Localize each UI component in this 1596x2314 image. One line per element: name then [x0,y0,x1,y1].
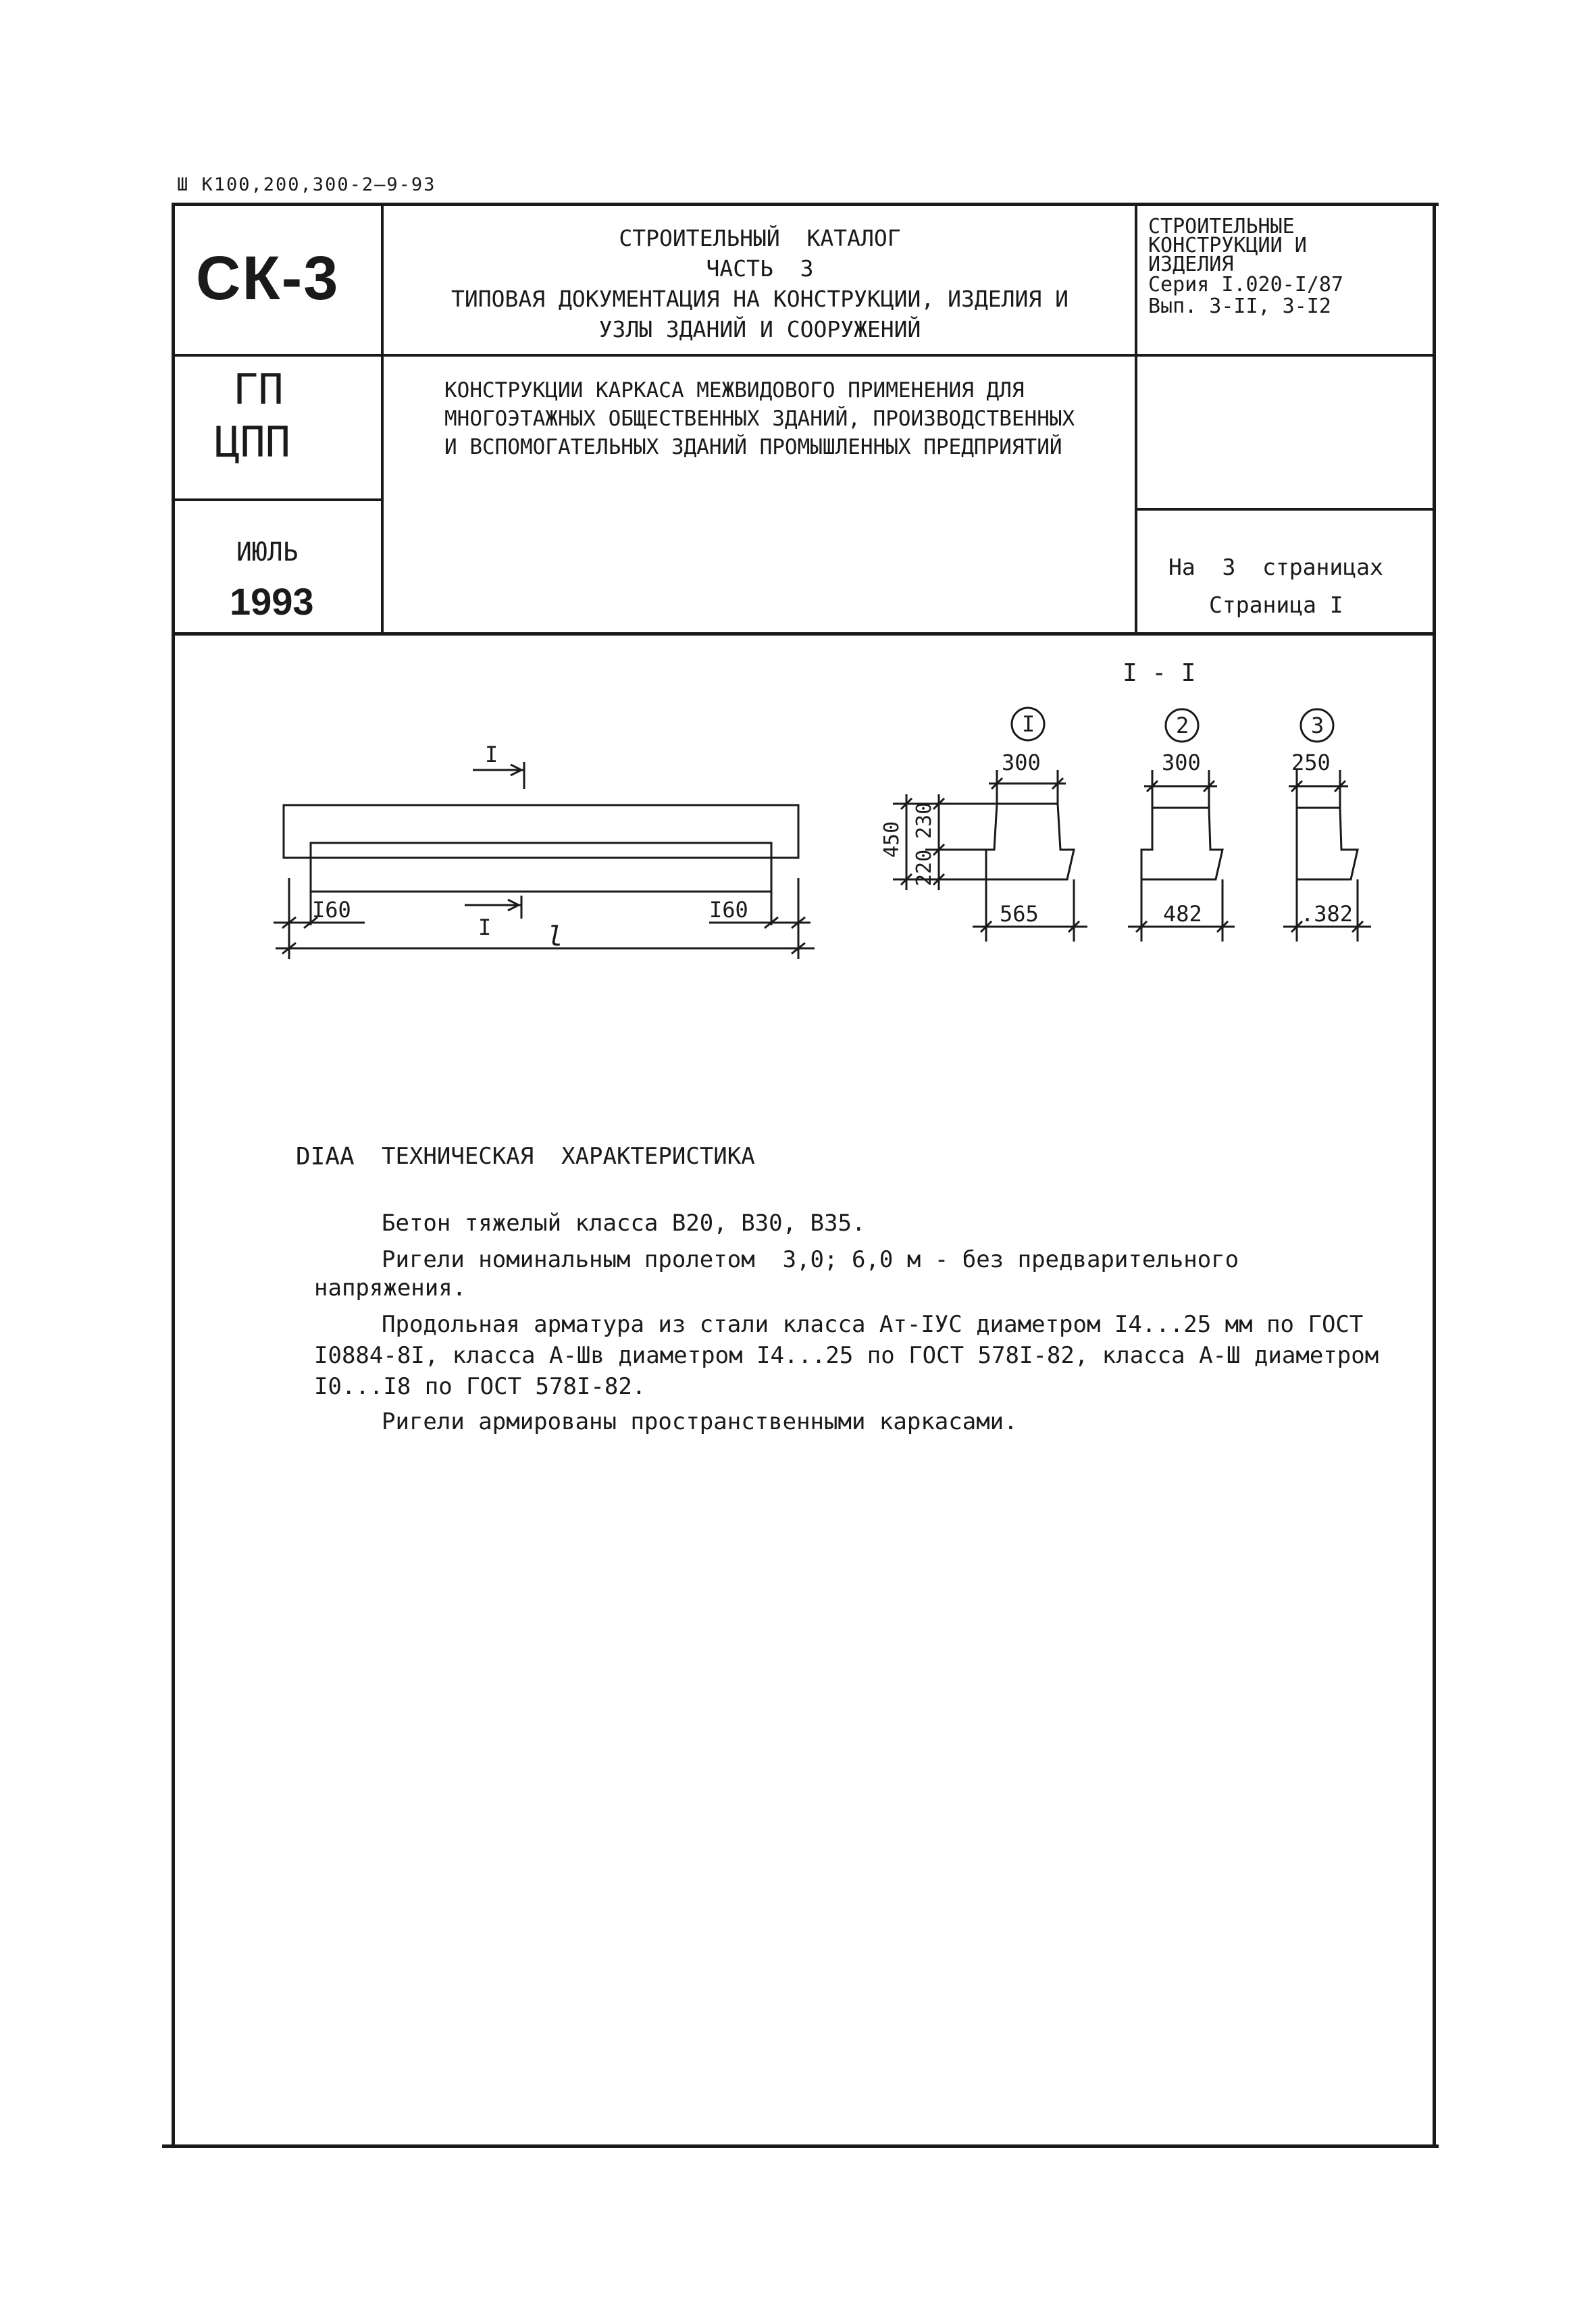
month: ИЮЛЬ [236,537,299,567]
height-total: 450 [880,821,904,858]
org-line-2: ЦПП [215,417,290,467]
subject-line-3: И ВСПОМОГАТЕЛЬНЫХ ЗДАНИЙ ПРОМЫШЛЕННЫХ ПРЕДПРИЯТИЙ [444,435,1062,459]
beam-drawing [0,0,1596,1013]
profile-3-top-width: 250 [1291,750,1331,775]
catalog-title-1: СТРОИТЕЛЬНЫЙ КАТАЛОГ [619,225,901,251]
profile-3-number: 3 [1311,713,1324,738]
page-number: Страница I [1209,592,1343,618]
height-top: 230 [912,802,936,839]
spec-span-2: напряжения. [314,1275,467,1302]
height-bottom: 220 [912,849,936,886]
spec-rebar-3: I0...I8 по ГОСТ 578I-82. [314,1373,646,1400]
profile-2-number: 2 [1176,713,1189,738]
profile-1-top-width: 300 [1002,750,1041,775]
profile-3-bottom-width: .382 [1301,901,1354,927]
series-number: Серия I.020-I/87 [1148,273,1343,297]
beam-top-flange [284,805,798,858]
beam-web [311,843,771,892]
catalog-title-4: УЗЛЫ ЗДАНИЙ И СООРУЖЕНИЙ [598,316,921,342]
subject-line-1: КОНСТРУКЦИИ КАРКАСА МЕЖВИДОВОГО ПРИМЕНЕНИЯ ДЛЯ [444,378,1025,403]
catalog-title-2: ЧАСТЬ 3 [706,255,814,282]
org-line-1: ГП [233,365,284,414]
section-title: I - I [1123,659,1196,687]
spec-code: DIAA [296,1143,355,1171]
profile-3-shape [1297,808,1358,879]
spec-rebar-1: Продольная арматура из стали класса Ат-IУС диаметром I4...25 мм по ГОСТ [382,1311,1364,1338]
pages-count: На 3 страницах [1168,554,1383,580]
document-code: Ш К100,200,300-2—9-93 [177,174,436,195]
issue-number: Вып. 3-II, 3-I2 [1148,294,1331,318]
section-mark-top: I [485,742,498,767]
series-line-2: КОНСТРУКЦИИ И [1148,234,1307,257]
profile-1-bottom-width: 565 [1000,901,1039,927]
spec-span-1: Ригели номинальным пролетом 3,0; 6,0 м - без предварительного [382,1246,1239,1273]
profile-2-shape [1141,808,1222,879]
length-label: l [547,921,564,952]
year: 1993 [230,580,314,623]
series-line-1: СТРОИТЕЛЬНЫЕ [1148,215,1295,238]
ck-label: СК-3 [196,244,340,313]
spec-heading: ТЕХНИЧЕСКАЯ ХАРАКТЕРИСТИКА [382,1143,755,1170]
profile-1-shape [986,804,1074,879]
spec-concrete: Бетон тяжелый класса В20, В30, В35. [382,1210,866,1237]
profile-1-number: I [1022,711,1035,737]
end-dim-right: I60 [709,897,748,923]
end-dim-left: I60 [312,897,351,923]
spec-rebar-2: I0884-8I, класса А-Шв диаметром I4...25 по ГОСТ 578I-82, класса А-Ш диаметром [314,1342,1379,1369]
catalog-title-3: ТИПОВАЯ ДОКУМЕНТАЦИЯ НА КОНСТРУКЦИИ, ИЗДЕЛИЯ И [451,286,1069,312]
profile-2-bottom-width: 482 [1163,901,1202,927]
subject-line-2: МНОГОЭТАЖНЫХ ОБЩЕСТВЕННЫХ ЗДАНИЙ, ПРОИЗВОДСТВЕННЫХ [444,407,1075,431]
profile-2-top-width: 300 [1162,750,1201,775]
section-mark-bottom: I [478,915,492,940]
series-line-3: ИЗДЕЛИЯ [1148,253,1234,276]
spec-cages: Ригели армированы пространственными каркасами. [382,1408,1018,1435]
frame-bottom [162,2144,1439,2148]
